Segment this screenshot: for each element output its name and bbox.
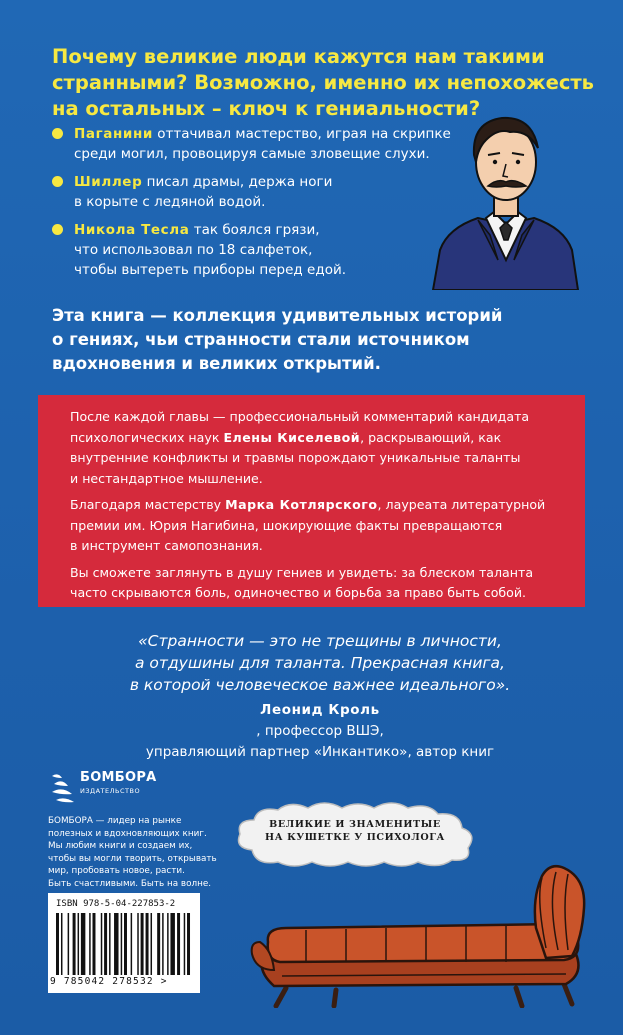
genius-facts-list <box>52 124 451 288</box>
series-title <box>245 818 465 844</box>
blurb-line: БОМБОРА — лидер на рынке <box>48 816 182 826</box>
fact-text: оттачивал мастерство, играя на скрипке <box>152 126 451 142</box>
description-line: часто скрываются боль, одиночество и борьба за право быть собой. <box>70 585 527 600</box>
description-paragraph <box>70 563 569 604</box>
tesla-portrait-illustration <box>428 100 583 290</box>
text-part: психологических наук <box>70 429 224 445</box>
barcode-digits: 9 785042 278532 > <box>50 976 168 987</box>
fact-tesla <box>52 220 412 280</box>
bullet-dot-icon <box>52 224 63 235</box>
bombora-logo-icon <box>48 770 78 804</box>
description-line: в инструмент самопознания. <box>70 538 263 553</box>
intro-paragraph <box>52 304 592 376</box>
description-line <box>70 428 569 449</box>
barcode <box>48 893 200 993</box>
headline-line: странными? Возможно, именно их непохожесть <box>52 71 595 94</box>
series-title-line: НА КУШЕТКЕ У ПСИХОЛОГА <box>265 832 445 843</box>
fact-line <box>74 220 412 240</box>
fact-schiller <box>52 172 412 212</box>
fact-name: Шиллер <box>74 174 143 190</box>
publisher-logo-subtitle: ИЗДАТЕЛЬСТВО <box>80 787 141 795</box>
description-line: Вы сможете заглянуть в душу гениев и увидеть: за блеском таланта <box>70 564 534 580</box>
attribution-line <box>60 700 580 742</box>
quote-line: «Странности — это не трещины в личности, <box>138 632 502 650</box>
bullet-dot-icon <box>52 176 63 187</box>
publisher-blurb <box>48 815 238 890</box>
fact-line <box>74 172 412 192</box>
blurb-line: Мы любим книги и создаем их, <box>48 841 193 851</box>
bullet-dot-icon <box>52 128 63 139</box>
description-line: и нестандартное мышление. <box>70 470 263 486</box>
expert-name: Елены Киселевой <box>223 429 361 445</box>
publisher-logo-name: БОМБОРА <box>80 770 157 785</box>
headline-line: Почему великие люди кажутся нам такими <box>52 45 545 68</box>
barcode-bars-icon <box>56 913 192 975</box>
description-paragraph <box>70 495 569 557</box>
quote-attribution <box>60 700 580 763</box>
blurb-line: полезных и вдохновляющих книг. <box>48 828 207 839</box>
text-part: Благодаря мастерству <box>70 497 226 512</box>
fact-line: что использовал по 18 салфеток, <box>74 242 313 258</box>
author-name: Марка Котлярского <box>225 497 378 512</box>
attribution-line: управляющий партнер «Инкантико», автор книг <box>145 744 495 760</box>
description-paragraph <box>70 407 569 489</box>
description-line: внутренние конфликты и травмы порождают уникальные таланты <box>70 450 521 465</box>
fact-name: Никола Тесла <box>74 222 190 238</box>
description-box <box>38 395 585 607</box>
quote-line: в которой человеческое важнее идеального». <box>129 676 511 694</box>
blurb-line: чтобы вы могли творить, открывать <box>48 853 217 864</box>
description-line: премии им. Юрия Нагибина, шокирующие факты превращаются <box>70 517 503 533</box>
couch-illustration <box>246 858 591 1008</box>
isbn-text: ISBN 978-5-04-227853-2 <box>56 899 176 909</box>
fact-line <box>74 124 451 144</box>
blurb-line: Быть счастливыми. Быть на волне. <box>48 878 212 889</box>
fact-paganini <box>52 124 451 164</box>
reviewer-name: Леонид Кроль <box>260 702 380 718</box>
intro-line: Эта книга — коллекция удивительных историй <box>52 306 503 325</box>
headline-line: на остальных – ключ к гениальности? <box>52 97 481 120</box>
fact-text: так боялся грязи, <box>189 222 320 238</box>
blurb-line: мир, пробовать новое, расти. <box>48 866 185 876</box>
review-quote <box>60 630 580 696</box>
intro-line: о гениях, чьи странности стали источником <box>52 330 470 349</box>
description-line: После каждой главы — профессиональный комментарий кандидата <box>70 409 530 424</box>
fact-text: писал драмы, держа ноги <box>142 174 333 190</box>
fact-name: Паганини <box>74 126 153 142</box>
quote-line: а отдушины для таланта. Прекрасная книга, <box>135 654 505 672</box>
fact-line: среди могил, провоцируя самые зловещие слухи. <box>74 146 430 162</box>
text-part: , раскрывающий, как <box>360 429 502 445</box>
series-title-line: ВЕЛИКИЕ И ЗНАМЕНИТЫЕ <box>269 819 441 830</box>
fact-line: чтобы вытереть приборы перед едой. <box>74 262 347 278</box>
intro-line: вдохновения и великих открытий. <box>52 354 381 373</box>
text-part: , профессор ВШЭ, <box>256 723 384 739</box>
fact-line: в корыте с ледяной водой. <box>74 194 266 210</box>
text-part: , лауреата литературной <box>377 497 546 512</box>
description-line <box>70 495 569 516</box>
